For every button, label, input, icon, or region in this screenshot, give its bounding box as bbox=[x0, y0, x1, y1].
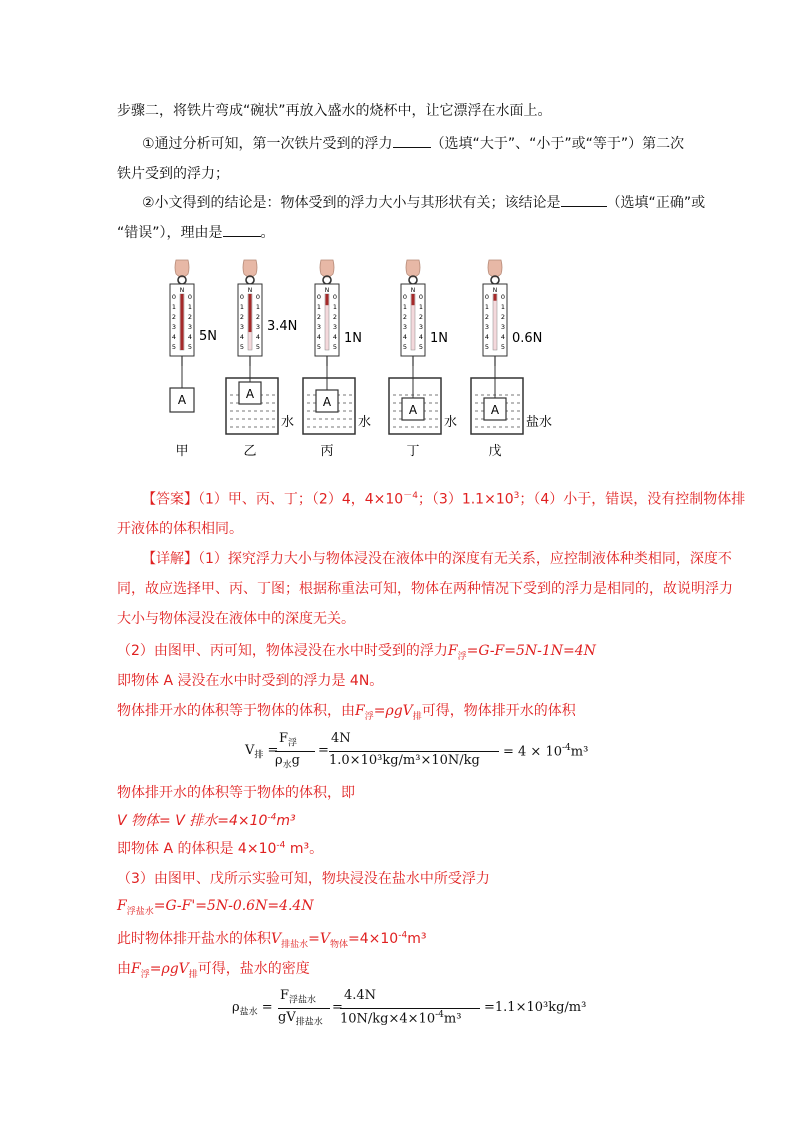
scale-unit: N bbox=[492, 287, 498, 294]
scale-tick-label: 4 bbox=[332, 333, 338, 341]
scale-tick-label: 0 bbox=[187, 293, 193, 301]
scale-tick-label: 2 bbox=[171, 313, 177, 321]
scale-tick-label: 4 bbox=[500, 333, 506, 341]
block-label: A bbox=[245, 387, 255, 401]
detail-line-1: 【详解】（1）探究浮力大小与物体浸没在液体中的深度有无关系，应控制液体种类相同，深度不 bbox=[142, 551, 732, 567]
formula-density: $\rho_{盐水}$ = $F_{浮盐水}$ $gV_{排盐水}$ = 4.4N $10N/kg\times 4\times 10^{-4}m^3$ =1.1×10³kg/m³ bbox=[232, 988, 587, 1028]
scale-tick-label: 5 bbox=[239, 343, 245, 351]
scale-tick-label: 1 bbox=[484, 303, 490, 311]
figure-label: 乙 bbox=[243, 444, 257, 459]
scale-tick-label: 4 bbox=[239, 333, 245, 341]
formula-volume: $V_排$ = $F_浮$ $\rho_水g$ = 4N 1.0×10³kg/m³×10N/kg = $4 \times 10^{-4}m^3$ bbox=[245, 731, 589, 771]
detail-p2-line-5: V 物体= V 排水$=4\times 10^{-4}m^3$ bbox=[117, 812, 296, 829]
scale-tick-label: 5 bbox=[418, 343, 424, 351]
scale-reading: 5N bbox=[199, 329, 217, 344]
scale-tick-label: 2 bbox=[484, 313, 490, 321]
scale-tick-label: 3 bbox=[316, 323, 322, 331]
scale-indicator bbox=[412, 294, 415, 305]
scale-tick-label: 0 bbox=[484, 293, 490, 301]
scale-unit: N bbox=[324, 287, 330, 294]
scale-tick-label: 3 bbox=[187, 323, 193, 331]
scale-indicator bbox=[326, 294, 329, 305]
hand-icon bbox=[243, 260, 257, 277]
scale-tick-label: 0 bbox=[418, 293, 424, 301]
scale-reading: 1N bbox=[430, 331, 448, 346]
question-1-cont: 铁片受到的浮力； bbox=[117, 166, 229, 182]
scale-tick-label: 3 bbox=[255, 323, 261, 331]
hand-icon bbox=[320, 260, 334, 277]
liquid-label: 水 bbox=[358, 415, 372, 430]
scale-reading: 3.4N bbox=[267, 319, 298, 334]
scale-tick-label: 4 bbox=[316, 333, 322, 341]
answer-blank-1[interactable] bbox=[393, 135, 431, 148]
question-1: ①通过分析可知，第一次铁片受到的浮力 （选填“大于”、“小于”或“等于”）第二次 bbox=[142, 136, 685, 152]
scale-tick-label: 5 bbox=[332, 343, 338, 351]
answer-blank-2[interactable] bbox=[561, 194, 607, 207]
experiment-figure bbox=[160, 258, 600, 468]
scale-unit: N bbox=[247, 287, 253, 294]
scale-tick-label: 2 bbox=[332, 313, 338, 321]
scale-tick-label: 1 bbox=[418, 303, 424, 311]
scale-tick-label: 3 bbox=[239, 323, 245, 331]
figure-label: 丁 bbox=[406, 444, 420, 459]
scale-tick-label: 2 bbox=[255, 313, 261, 321]
detail-p3-line-3: 此时物体排开盐水的体积$V_{排盐水}=V_{物体}=4\times 10^{-4}m^3$ bbox=[117, 930, 427, 950]
detail-p2-line-2: 即物体 A 浸没在水中时受到的浮力是 4N。 bbox=[117, 673, 384, 689]
scale-tick-label: 3 bbox=[484, 323, 490, 331]
question-2: ②小文得到的结论是：物体受到的浮力大小与其形状有关；该结论是 （选填“正确”或 bbox=[142, 195, 706, 211]
scale-tick-label: 0 bbox=[255, 293, 261, 301]
block-label: A bbox=[490, 403, 500, 417]
detail-p3-line-1: （3）由图甲、戊所示实验可知，物块浸没在盐水中所受浮力 bbox=[117, 871, 490, 887]
answer-line-2: 开液体的体积相同。 bbox=[117, 521, 243, 537]
scale-tick-label: 2 bbox=[402, 313, 408, 321]
detail-line-2: 同，故应选择甲、丙、丁图；根据称重法可知，物体在两种情况下受到的浮力是相同的，故说明浮力 bbox=[117, 581, 733, 597]
detail-p2-line-3: 物体排开水的体积等于物体的体积，由$F_浮=\rho gV_排$可得，物体排开水的体积 bbox=[117, 703, 576, 722]
scale-tick-label: 1 bbox=[316, 303, 322, 311]
scale-tick-label: 2 bbox=[187, 313, 193, 321]
scale-tick-label: 5 bbox=[187, 343, 193, 351]
scale-tick-label: 1 bbox=[402, 303, 408, 311]
hand-icon bbox=[175, 260, 189, 277]
answer-line-1: 【答案】（1）甲、丙、丁；（2）4，$4\times 10^{-4}$；$(3)1.1\times 10^3$；（4）小于，错误，没有控制物体排 bbox=[142, 491, 746, 508]
scale-tick-label: 5 bbox=[316, 343, 322, 351]
detail-p2-line-4: 物体排开水的体积等于物体的体积，即 bbox=[117, 785, 355, 801]
answer-blank-3[interactable] bbox=[223, 224, 261, 237]
scale-tick-label: 1 bbox=[332, 303, 338, 311]
scale-reading: 1N bbox=[344, 331, 362, 346]
question-2-cont: “错误”），理由是 。 bbox=[117, 225, 275, 241]
scale-unit: N bbox=[410, 287, 416, 294]
scale-tick-label: 4 bbox=[402, 333, 408, 341]
liquid-label: 盐水 bbox=[526, 415, 553, 430]
scale-tick-label: 2 bbox=[316, 313, 322, 321]
scale-tick-label: 2 bbox=[418, 313, 424, 321]
scale-tick-label: 5 bbox=[171, 343, 177, 351]
scale-indicator bbox=[494, 294, 497, 301]
scale-tick-label: 0 bbox=[171, 293, 177, 301]
figure-label: 甲 bbox=[175, 444, 189, 459]
detail-p2-line-6: 即物体 A 的体积是 $4\times 10^{-4}$ m³。 bbox=[117, 840, 324, 857]
scale-tick-label: 0 bbox=[239, 293, 245, 301]
liquid-label: 水 bbox=[281, 415, 295, 430]
scale-tick-label: 2 bbox=[239, 313, 245, 321]
step2-text: 步骤二，将铁片弯成“碗状”再放入盛水的烧杯中，让它漂浮在水面上。 bbox=[117, 103, 552, 119]
scale-tick-label: 2 bbox=[500, 313, 506, 321]
scale-indicator bbox=[181, 294, 184, 350]
scale-tick-label: 5 bbox=[255, 343, 261, 351]
spring-scale-diagram bbox=[160, 258, 600, 468]
block-label: A bbox=[177, 393, 187, 407]
figure-label: 戊 bbox=[488, 444, 502, 459]
scale-tick-label: 0 bbox=[402, 293, 408, 301]
scale-tick-label: 3 bbox=[418, 323, 424, 331]
scale-tick-label: 3 bbox=[332, 323, 338, 331]
scale-tick-label: 1 bbox=[171, 303, 177, 311]
scale-tick-label: 4 bbox=[171, 333, 177, 341]
scale-tick-label: 1 bbox=[239, 303, 245, 311]
detail-line-3: 大小与物体浸没在液体中的深度无关。 bbox=[117, 611, 355, 627]
scale-reading: 0.6N bbox=[512, 331, 543, 346]
block-label: A bbox=[322, 395, 332, 409]
scale-unit: N bbox=[179, 287, 185, 294]
scale-tick-label: 0 bbox=[316, 293, 322, 301]
liquid-label: 水 bbox=[444, 415, 458, 430]
hand-icon bbox=[488, 260, 502, 277]
scale-tube bbox=[493, 294, 497, 350]
scale-tick-label: 4 bbox=[187, 333, 193, 341]
scale-tick-label: 1 bbox=[187, 303, 193, 311]
scale-tick-label: 4 bbox=[418, 333, 424, 341]
scale-tick-label: 0 bbox=[500, 293, 506, 301]
hand-icon bbox=[406, 260, 420, 277]
scale-tick-label: 4 bbox=[484, 333, 490, 341]
scale-tick-label: 0 bbox=[332, 293, 338, 301]
detail-p2-line-1: （2）由图甲、丙可知，物体浸没在水中时受到的浮力$F_浮=G-F=5N-1N=4N$ bbox=[117, 643, 596, 662]
scale-tick-label: 5 bbox=[500, 343, 506, 351]
detail-p3-line-2: $F_{浮盐水}=G-F'=5N-0.6N=4.4N$ bbox=[117, 898, 314, 917]
scale-indicator bbox=[249, 294, 252, 332]
scale-tick-label: 3 bbox=[171, 323, 177, 331]
scale-tick-label: 4 bbox=[255, 333, 261, 341]
detail-p3-line-4: 由$F_浮=\rho gV_排$可得，盐水的密度 bbox=[117, 961, 310, 980]
scale-tick-label: 1 bbox=[500, 303, 506, 311]
block-label: A bbox=[408, 403, 418, 417]
scale-tick-label: 5 bbox=[484, 343, 490, 351]
scale-tick-label: 1 bbox=[255, 303, 261, 311]
scale-tick-label: 5 bbox=[402, 343, 408, 351]
scale-tick-label: 3 bbox=[402, 323, 408, 331]
figure-label: 丙 bbox=[320, 444, 334, 459]
scale-tick-label: 3 bbox=[500, 323, 506, 331]
